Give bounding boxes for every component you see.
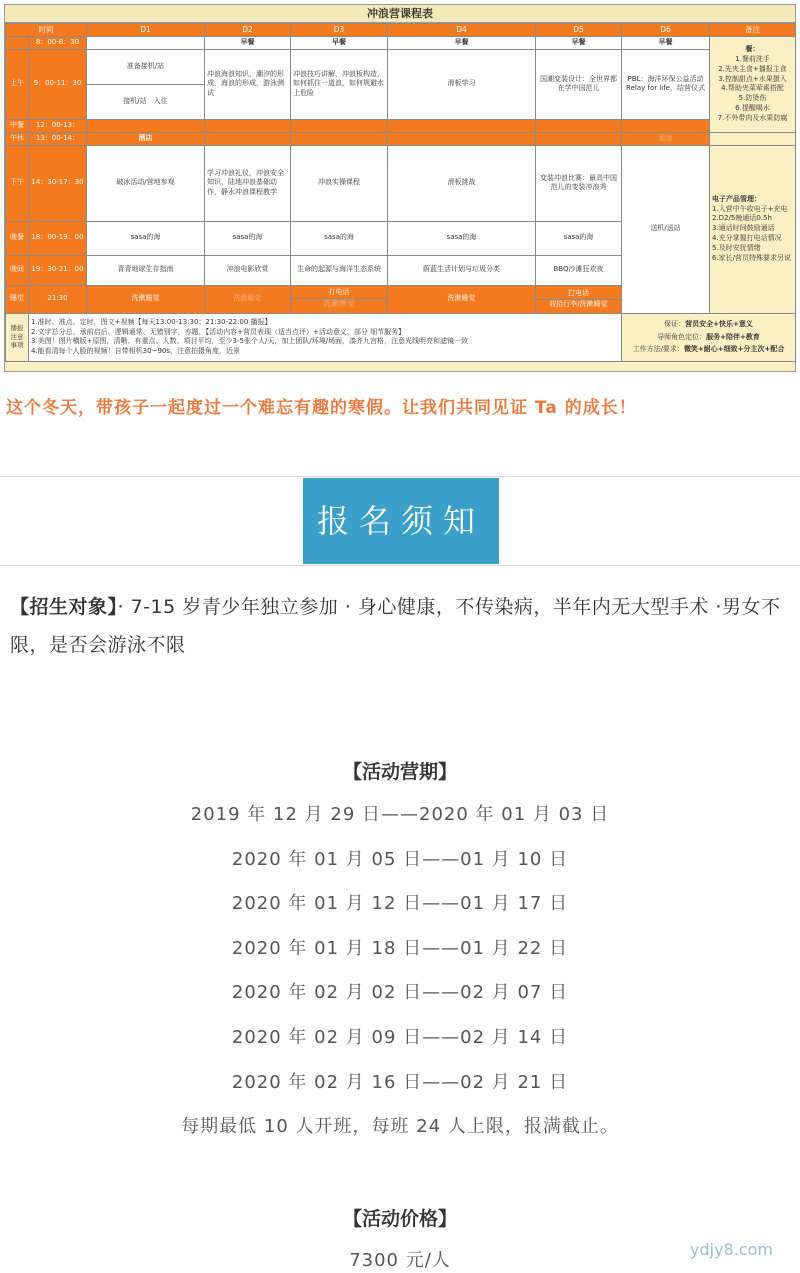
cell-d2 [205,119,291,132]
cell-d5-pack: 收拾行李/洗漱睡觉 [549,299,608,308]
schedule-table [4,4,796,372]
cell-d5: 国潮变装设计：全世界都在学中国范儿 [536,49,622,119]
cell-d3 [291,132,388,145]
cell-d3: 冲浪实操课程 [291,145,388,221]
remarks-spacer [710,132,796,145]
cell-d6: 送机/送站 [622,145,710,313]
cell-d5: 变装冲浪比赛：最具中国范儿的变装冲浪秀 [536,145,622,221]
cell-d1: 青青地球生存指南 [87,255,205,285]
broadcast-line: 2.文字总分总、承前启后、逻辑通常、无错别字，亦题，【活动内容+营员表现（适当点评）+活动意义，部分 细节服务】 [31,327,406,336]
schedule-title: 冲浪营课程表 [5,5,795,23]
cell-d3: 生命的起源与海洋生态系统 [291,255,388,285]
broadcast-label: 播报注意事项 [6,313,29,361]
cell-d2: 洗漱睡觉 [205,285,291,313]
header-d2: D2 [205,24,291,37]
cell-d5-call: 打电话 [536,289,621,299]
period-label: 午休 [6,132,29,145]
cell-d1 [87,37,205,49]
cell-d4 [388,132,536,145]
remarks-meal [710,37,796,132]
remarks-devices-item: 4.充分掌握打电话情况 [712,233,782,242]
cell-d4: 洗漱睡觉 [388,285,536,313]
broadcast-line: 1.准时、准点、定时，图文+视频【每天13:00-13:30；21:30-22:00 播报】 [31,318,272,327]
time-label: 21:30 [29,285,87,313]
remarks-devices-item: 3.通话时间鼓励通话 [712,224,775,233]
period-date: 2019 年 12 月 29 日——2020 年 01 月 03 日 [190,804,610,825]
header-d5: D5 [536,24,622,37]
cell-d2: 冲浪电影欣赏 [205,255,291,285]
enrollment-text: · 7-15 岁青少年独立参加 · 身心健康，不传染病，半年内无大型手术 ·男女不限，是否会游泳不限 [10,596,781,656]
principle-line: 保证：营员安全+快乐+意义 [664,320,753,329]
time-label: 18：00-19：00 [29,221,87,255]
period-note: 每期最低 10 人开班，每班 24 人上限，报满截止。 [181,1116,619,1137]
period-date: 2020 年 02 月 16 日——02 月 21 日 [231,1072,569,1093]
cell-d2: sasa的海 [205,221,291,255]
cell-d3: 冲浪技巧讲解，冲浪板构造，如何抓住一道浪，如何规避水上危险 [291,49,388,119]
time-label: 8：00-8：30 [29,37,87,49]
cell-d3 [291,285,388,313]
header-time: 时间 [6,24,87,37]
time-label: 14：30-17：30 [29,145,87,221]
cell-d3: sasa的海 [291,221,388,255]
price-title: 【活动价格】 [342,1208,457,1230]
cell-d6 [622,119,710,132]
signup-notice-banner: 报名须知 [303,478,499,564]
time-label: 12：00-13： [29,119,87,132]
cell-d4: sasa的海 [388,221,536,255]
tagline: 这个冬天，带孩子一起度过一个难忘有趣的寒假。让我们共同见证 Ta 的成长！ [6,398,637,418]
period-label: 中餐 [6,119,29,132]
remarks-meal-item: 3.控制甜点+水果摄入 [718,74,787,83]
remarks-devices [710,145,796,313]
cell-d3 [291,119,388,132]
period-label: 睡觉 [6,285,29,313]
cell-d5 [536,119,622,132]
period-date: 2020 年 01 月 18 日——01 月 22 日 [231,938,569,959]
cell-d1: 准备接机/站 [87,49,205,84]
remarks-meal-item: 7.不外带肉及水果防腐 [717,113,788,122]
schedule-grid [5,23,796,362]
header-remarks: 备注 [710,24,796,37]
cell-d5: BBQ沙滩狂欢夜 [536,255,622,285]
divider-line-bottom [0,565,800,566]
cell-d4 [388,119,536,132]
time-label: 9：00-11：30 [29,49,87,119]
cell-d1 [87,119,205,132]
broadcast-principles [622,313,796,361]
cell-d1: 破冰活动/营地参观 [87,145,205,221]
cell-d1: 接机/站 入住 [87,84,205,119]
divider-line-top [0,476,800,477]
period-label: 晚间 [6,255,29,285]
principle-line: 工作方法/要求：微笑+耐心+细致+分主次+配合 [632,345,785,354]
cell-d6: PBL：海洋环保公益活动Relay for life，结营仪式 [622,49,710,119]
remarks-devices-item: 5.及时安抚情绪 [712,243,761,252]
cell-d5: sasa的海 [536,221,622,255]
cell-d4: 滑板学习 [388,49,536,119]
header-d6: D6 [622,24,710,37]
remarks-meal-item: 1.餐前洗手 [735,54,770,63]
cell-d6: 早餐 [622,37,710,49]
cell-d1: 洗漱睡觉 [87,285,205,313]
cell-d5 [536,285,622,313]
period-label: 上午 [6,49,29,119]
time-label: 19：30-21：00 [29,255,87,285]
cell-d6: 退房 [622,132,710,145]
period-date: 2020 年 01 月 05 日——01 月 10 日 [231,849,569,870]
broadcast-notes [29,313,622,361]
time-label: 13：00-14： [29,132,87,145]
cell-d5: 早餐 [536,37,622,49]
period-date: 2020 年 02 月 09 日——02 月 14 日 [231,1027,569,1048]
remarks-devices-title: 电子产品管理： [712,194,761,203]
header-d4: D4 [388,24,536,37]
cell-d1: 酒店 [87,132,205,145]
cell-d2: 冲浪海浪知识，潮汐的形成，海浪的形成，游泳测试 [205,49,291,119]
cell-d3-call: 打电话 [291,288,387,298]
cell-d3-sleep: 洗漱睡觉 [323,298,355,308]
remarks-meal-item: 2.先夹主食+播报主食 [718,64,787,73]
remarks-devices-item: 1.入营中午收电子+充电 [712,204,788,213]
cell-d3: 早餐 [291,37,388,49]
cell-d4: 蔚蓝生活计划与垃圾分类 [388,255,536,285]
period-label [6,37,29,49]
enrollment-target [10,588,796,664]
remarks-meal-title: 餐： [745,45,760,54]
period-label: 下午 [6,145,29,221]
enrollment-label: 【招生对象】 [10,596,118,618]
cell-d1: sasa的海 [87,221,205,255]
cell-d2 [205,132,291,145]
cell-d2: 早餐 [205,37,291,49]
header-d3: D3 [291,24,388,37]
cell-d4: 滑板挑战 [388,145,536,221]
price-value: 7300 元/人 [349,1250,451,1271]
cell-d2: 学习冲浪礼仪，冲浪安全知识，陆地冲浪基础动作，静水冲浪课程教学 [205,145,291,221]
period-date: 2020 年 02 月 02 日——02 月 07 日 [231,982,569,1003]
principle-line: 导师角色定位：服务+陪伴+教育 [657,332,760,341]
watermark: ydjy8.com [690,1240,773,1259]
remarks-meal-item: 6.提醒喝水 [735,103,770,112]
cell-d5 [536,132,622,145]
remarks-meal-item: 5.防烫伤 [738,94,767,103]
period-label: 晚餐 [6,221,29,255]
period-title: 【活动营期】 [342,761,457,783]
period-date: 2020 年 01 月 12 日——01 月 17 日 [231,893,569,914]
remarks-devices-item: 2.D2/5晚通话0.5h [712,214,772,223]
broadcast-line: 4.能看清每个人脸的视频！自带相机30~90s，注意拍摄角度，近景 [31,346,241,355]
header-d1: D1 [87,24,205,37]
remarks-devices-item: 6.家长/营员特殊要求另说 [712,253,792,262]
remarks-meal-item: 4.帮助夹菜荤素搭配 [721,84,784,93]
cell-d4: 早餐 [388,37,536,49]
broadcast-line: 3.美图！图片横版+原图，清晰、有重点、人数、项目平均，至少3-5张个人/天，加上团队/环境/场面，凑齐九宫格，注意光线明亮和滤镜一致 [31,337,469,346]
